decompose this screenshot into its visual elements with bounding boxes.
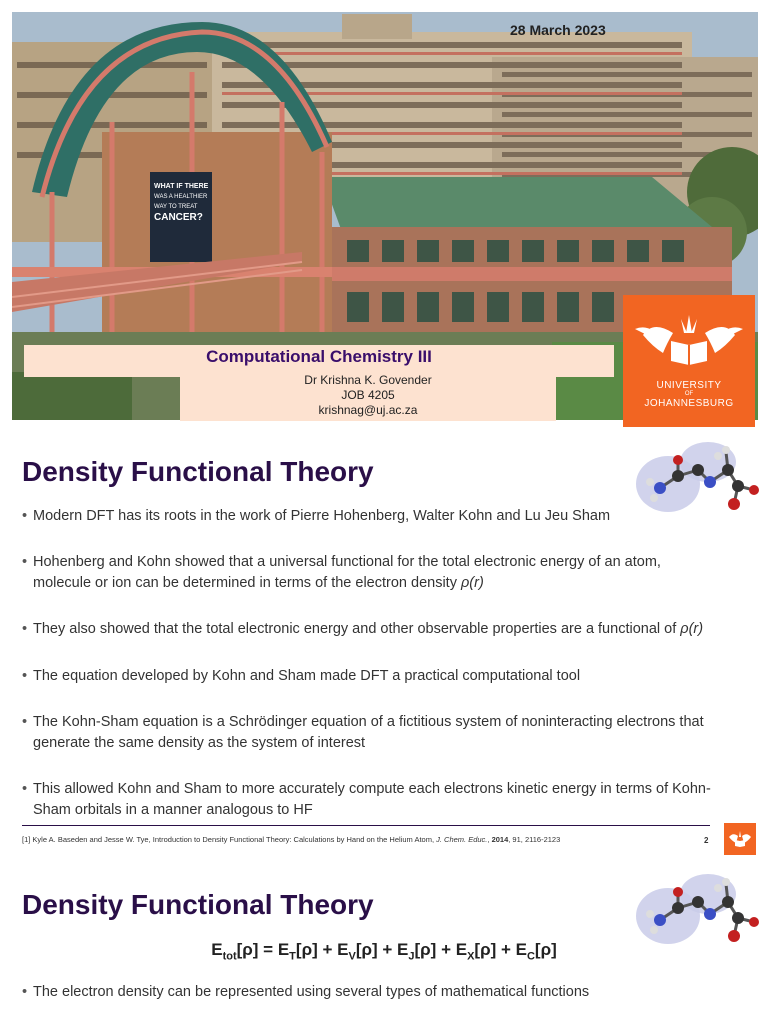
bullet-item: • The electron density can be represented using several types of mathematical functions <box>22 984 590 1000</box>
svg-text:WAS A HEALTHIER: WAS A HEALTHIER <box>154 194 208 200</box>
title-slide <box>0 0 768 432</box>
reference-footnote: [1] Kyle A. Baseden and Jesse W. Tye, Introduction to Density Functional Theory: Calculations by Hand on the Helium Atom, J. Chem. Educ., 2014, 91, 2116-2123 <box>22 835 561 844</box>
office-location: JOB 4205 <box>341 388 395 402</box>
svg-text:CANCER?: CANCER? <box>154 212 203 223</box>
uj-logo-text-johannesburg: JOHANNESBURG <box>644 398 734 409</box>
bullet-item: • The equation developed by Kohn and Sham made DFT a practical computational tool <box>22 668 581 684</box>
molecule-model-icon <box>630 436 760 516</box>
uj-small-logo <box>724 823 756 855</box>
uj-crest-small-icon <box>724 823 756 855</box>
slide-date: 28 March 2023 <box>510 22 606 38</box>
svg-text:WHAT IF THERE: WHAT IF THERE <box>154 183 209 190</box>
energy-equation: $E_{tot}[\rho] = E_T[\rho] + E_V[\rho] + E_J[\rho] + E_X[\rho] + E_C[\rho]$ <box>211 940 557 963</box>
bullet-item: • They also showed that the total electronic energy and other observable properties are a functional of ρ(r) <box>22 621 704 637</box>
course-title: Computational Chemistry III <box>206 347 432 366</box>
footer-divider <box>22 825 710 826</box>
bullet-item: • Modern DFT has its roots in the work of Pierre Hohenberg, Walter Kohn and Lu Jeu Sham <box>22 508 611 524</box>
page-number: 2 <box>704 836 709 845</box>
email-address: krishnag@uj.ac.za <box>318 403 418 417</box>
bullet-item: • Hohenberg and Kohn showed that a universal functional for the total electronic energy of an atom, molecule or ion can be determined in terms of the electron density ρ(r) <box>22 554 661 591</box>
slide-title: Density Functional Theory <box>22 456 374 487</box>
uj-crest-icon <box>623 295 755 375</box>
lecturer-name: Dr Krishna K. Govender <box>304 373 432 387</box>
slide-title: Density Functional Theory <box>22 889 374 920</box>
bullet-item: • This allowed Kohn and Sham to more accurately compute each electrons kinetic energy in terms of Kohn-Sham orbitals in a manner analogous to HF <box>22 781 711 818</box>
bullet-item: • The Kohn-Sham equation is a Schrödinger equation of a fictitious system of noninteracting electrons that generate the same density as the system of interest <box>22 714 704 751</box>
svg-text:WAY TO TREAT: WAY TO TREAT <box>154 204 198 210</box>
uj-logo-text-of: OF <box>684 391 694 397</box>
molecule-model-icon <box>630 868 760 948</box>
uj-logo-text-university: UNIVERSITY <box>656 380 722 391</box>
